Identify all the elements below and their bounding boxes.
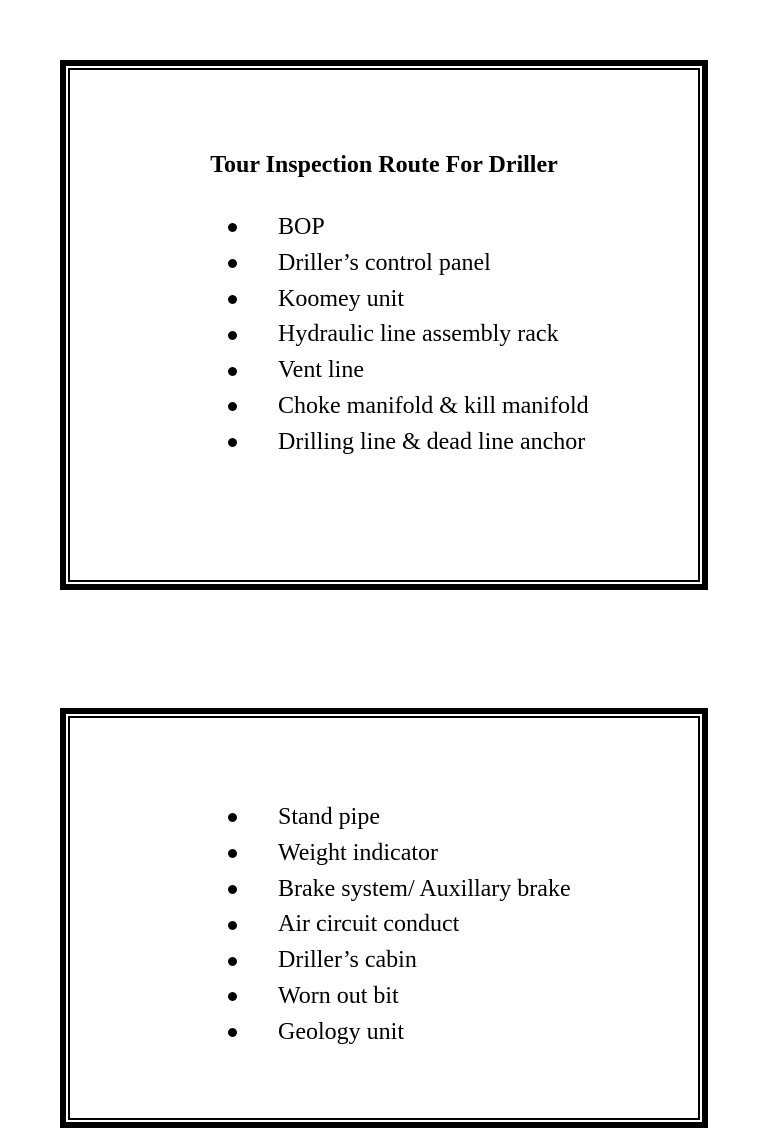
list-item-text: Driller’s control panel [278, 249, 491, 276]
list-item-text: Stand pipe [278, 804, 380, 830]
list-item-text: Air circuit conduct [278, 911, 460, 938]
list-item-text: Hydraulic line assembly rack [278, 321, 559, 348]
bullet-icon [228, 1028, 237, 1037]
list-item-text: Geology unit [278, 1018, 404, 1045]
bullet-icon [228, 885, 237, 894]
bullet-icon [228, 259, 237, 268]
bullet-icon [228, 223, 237, 232]
bullet-icon [228, 992, 237, 1001]
bullet-icon [228, 957, 237, 966]
bullet-icon [228, 402, 237, 411]
list-item-text: Brake system/ Auxillary brake [278, 875, 571, 902]
slide-inner-border [68, 716, 700, 1120]
bullet-icon [228, 813, 237, 822]
bullet-icon [228, 849, 237, 858]
bullet-icon [228, 921, 237, 930]
slide-inner-border [68, 68, 700, 582]
slide-1 [60, 60, 708, 590]
bullet-icon [228, 367, 237, 376]
list-item-text: Worn out bit [278, 982, 399, 1009]
list-item-text: Vent line [278, 357, 364, 384]
list-item-text: BOP [278, 214, 325, 240]
list-item-text: Choke manifold & kill manifold [278, 392, 589, 419]
list-item-text: Koomey unit [278, 285, 404, 312]
list-item-text: Driller’s cabin [278, 947, 417, 974]
slide-2 [60, 708, 708, 1128]
slide-title: Tour Inspection Route For Driller [210, 152, 558, 178]
bullet-icon [228, 438, 237, 447]
bullet-icon [228, 331, 237, 340]
list-item-text: Drilling line & dead line anchor [278, 428, 586, 455]
bullet-icon [228, 295, 237, 304]
list-item-text: Weight indicator [278, 839, 439, 866]
